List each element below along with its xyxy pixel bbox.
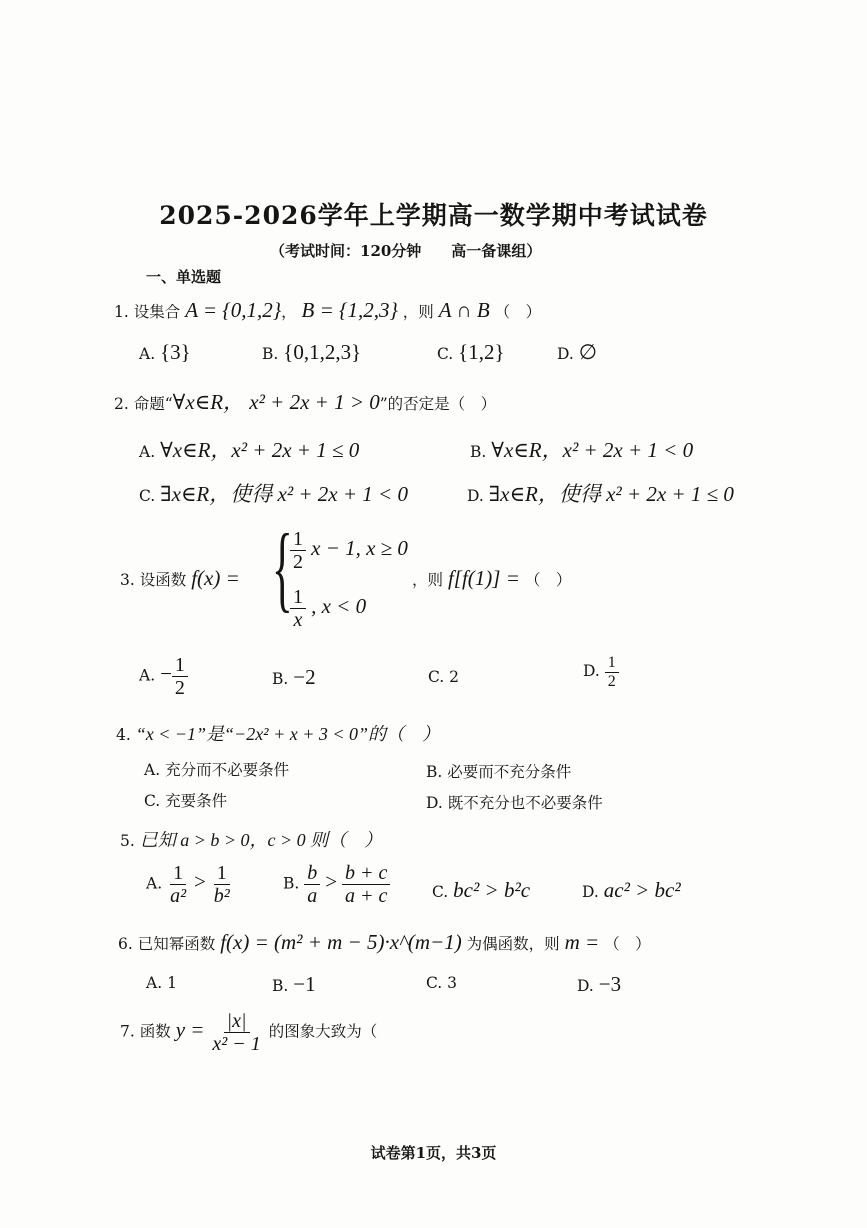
option-value: 必要而不充分条件 <box>447 763 572 781</box>
numerator: 1 <box>605 654 619 673</box>
option-label: C. <box>437 345 454 363</box>
option-value: {3} <box>160 340 191 364</box>
option-value: ∀x∈R，x² + 2x + 1 ≤ 0 <box>160 438 360 462</box>
q2-option-a <box>139 434 359 464</box>
option-value: 3 <box>447 974 458 992</box>
q3-stem-pre: 设函数 <box>139 571 187 589</box>
question-2 <box>114 386 496 416</box>
option-value: −3 <box>598 972 622 996</box>
denominator: a² <box>170 885 187 907</box>
option-value: 1 <box>167 974 177 992</box>
q2-option-b <box>470 434 693 464</box>
q6-option-b <box>272 972 316 997</box>
option-label: D. <box>583 662 600 681</box>
q6-stem-pre: 已知幂函数 <box>137 935 216 953</box>
q3-lead <box>120 566 240 591</box>
denominator: 2 <box>293 551 303 573</box>
q5-option-a <box>146 862 233 907</box>
option-value: 充要条件 <box>165 792 228 810</box>
option-label: A. <box>144 761 161 779</box>
option-fraction <box>172 654 188 699</box>
q1-stem-pre: 设集合 <box>133 303 181 321</box>
q1-number: 1. <box>114 303 129 321</box>
q6-stem-post: 为偶函数，则 <box>466 935 560 953</box>
option-label: B. <box>272 670 289 688</box>
option-label: C. <box>426 974 443 992</box>
option-label: C. <box>139 487 156 505</box>
option-value: 既不充分也不必要条件 <box>447 794 603 812</box>
q4-option-d <box>426 791 603 813</box>
denominator: b² <box>213 885 230 907</box>
q7-lhs: y = <box>175 1017 205 1042</box>
question-5 <box>120 826 382 852</box>
numerator: 1 <box>214 862 230 885</box>
q6-option-d <box>577 972 621 997</box>
numerator: b + c <box>342 862 390 885</box>
q3-ask: f[f(1)] = <box>447 566 520 590</box>
q2-number: 2. <box>114 395 129 413</box>
q5-option-b <box>283 862 390 907</box>
option-label: C. <box>432 883 449 901</box>
option-value: ∃x∈R，使得 x² + 2x + 1 ≤ 0 <box>488 482 734 506</box>
q1-option-b <box>262 340 361 365</box>
option-label: D. <box>557 345 574 363</box>
option-label: C. <box>144 792 161 810</box>
numerator: 1 <box>290 586 306 609</box>
q7-number: 7. <box>120 1022 135 1041</box>
q3-case2-fraction <box>290 586 306 631</box>
q6-option-a <box>146 974 177 992</box>
q3-paren: （ ） <box>524 571 572 589</box>
option-value: {0,1,2,3} <box>283 340 362 364</box>
option-value: ∃x∈R，使得 x² + 2x + 1 < 0 <box>160 482 408 506</box>
page-footer: 试卷第1页，共3页 <box>370 1144 497 1162</box>
q1-expr: A ∩ B <box>438 298 490 322</box>
q4-option-a <box>144 758 289 780</box>
question-7 <box>120 1010 377 1055</box>
option-label: A. <box>146 974 163 992</box>
q6-ask: m = <box>564 930 600 954</box>
option-label: D. <box>577 977 594 995</box>
denominator: a + c <box>344 885 388 907</box>
denominator: 2 <box>607 672 616 690</box>
q3-option-a <box>139 654 188 699</box>
option-label: D. <box>426 794 443 812</box>
q5-stem: 已知 a > b > 0，c > 0 则（ ） <box>139 830 383 850</box>
q3-tail <box>412 566 571 591</box>
q4-number: 4. <box>116 726 131 744</box>
option-value: ∅ <box>578 340 598 364</box>
option-value: {1,2} <box>458 340 505 364</box>
numerator: |x| <box>224 1010 250 1033</box>
option-label: A. <box>139 443 156 461</box>
numerator: b <box>304 862 320 885</box>
operator: > <box>194 869 206 894</box>
question-4 <box>116 720 440 746</box>
q3-case1-fraction <box>290 528 306 573</box>
left-fraction <box>167 862 189 907</box>
q3-option-d <box>583 654 619 690</box>
numerator: 1 <box>290 528 306 551</box>
option-value: 2 <box>449 668 460 686</box>
option-label: B. <box>272 977 289 995</box>
q5-number: 5. <box>120 832 135 850</box>
option-label: B. <box>262 345 279 363</box>
q1-set-b: B = {1,2,3} <box>301 298 398 322</box>
q3-case1-rest: x − 1, x ≥ 0 <box>311 536 408 560</box>
option-label: C. <box>428 668 445 686</box>
q3-number: 3. <box>120 571 135 589</box>
piecewise-brace: { <box>272 514 293 621</box>
q5-option-c <box>432 878 530 903</box>
denominator: x² − 1 <box>212 1033 261 1055</box>
q3-fx: f(x) = <box>191 566 240 590</box>
numerator: 1 <box>172 654 188 677</box>
option-fraction <box>605 654 619 690</box>
option-label: A. <box>139 345 156 363</box>
q6-option-c <box>426 974 457 992</box>
option-label: A. <box>139 666 156 685</box>
q2-option-d <box>467 478 734 508</box>
q2-stem-expr: ∀x∈R， x² + 2x + 1 > 0 <box>172 390 380 414</box>
denominator: x <box>293 609 303 631</box>
q2-stem-post: ”的否定是（ ） <box>379 395 497 413</box>
operator: > <box>325 869 338 894</box>
q3-case2-rest: , x < 0 <box>311 594 367 618</box>
q4-stem: “x < −1”是“−2x² + x + 3 < 0”的（ ） <box>135 724 441 744</box>
question-6 <box>118 930 651 955</box>
option-value: bc² > b²c <box>453 878 531 902</box>
q3-case-2 <box>290 586 366 631</box>
option-value: ∀x∈R，x² + 2x + 1 < 0 <box>491 438 694 462</box>
right-fraction <box>211 862 233 907</box>
option-label: D. <box>467 487 484 505</box>
q3-case-1 <box>290 528 408 573</box>
option-sign: − <box>160 661 172 686</box>
question-1: 1. 设集合 A = {0,1,2}， B = {1,2,3} ，则 A ∩ B （ ） <box>114 298 542 322</box>
exam-subtitle: （考试时间：120分钟 高一备课组） <box>270 242 542 260</box>
option-label: B. <box>426 763 443 781</box>
option-value: ac² > bc² <box>603 878 681 902</box>
option-label: B. <box>470 443 487 461</box>
left-fraction <box>304 862 320 907</box>
right-fraction <box>342 862 390 907</box>
q1-set-a: A = {0,1,2} <box>185 298 282 322</box>
option-label: D. <box>582 883 599 901</box>
q3-option-b <box>272 665 316 690</box>
section-heading: 一、单选题 <box>146 268 222 286</box>
q5-option-d <box>582 878 681 903</box>
q1-option-a <box>139 340 191 365</box>
q3-option-c <box>428 668 459 686</box>
q1-paren: （ ） <box>494 303 542 321</box>
q7-stem-post: 的图象大致为（ <box>268 1022 378 1041</box>
q1-option-c <box>437 340 505 365</box>
option-value: 充分而不必要条件 <box>165 761 290 779</box>
option-label: B. <box>283 874 300 893</box>
denominator: 2 <box>174 677 185 699</box>
option-value: −2 <box>293 665 316 689</box>
q3-stem-post: ，则 <box>412 571 444 589</box>
option-value: −1 <box>293 972 316 996</box>
q7-stem-pre: 函数 <box>139 1022 171 1041</box>
q2-option-c <box>139 478 408 508</box>
q6-expr: f(x) = (m² + m − 5)·x^(m−1) <box>220 930 462 954</box>
q7-fraction <box>209 1010 263 1055</box>
denominator: a <box>307 885 318 907</box>
q2-stem-pre: 命题“ <box>133 395 173 413</box>
q4-option-c <box>144 789 227 811</box>
q6-paren: （ ） <box>604 935 651 953</box>
q1-stem-mid: ，则 <box>402 303 434 321</box>
q6-number: 6. <box>118 935 133 953</box>
option-label: A. <box>146 874 163 893</box>
q4-option-b <box>426 760 571 782</box>
numerator: 1 <box>170 862 186 885</box>
exam-title: 2025-2026学年上学期高一数学期中考试试卷 <box>159 201 708 230</box>
q1-option-d <box>557 340 597 365</box>
